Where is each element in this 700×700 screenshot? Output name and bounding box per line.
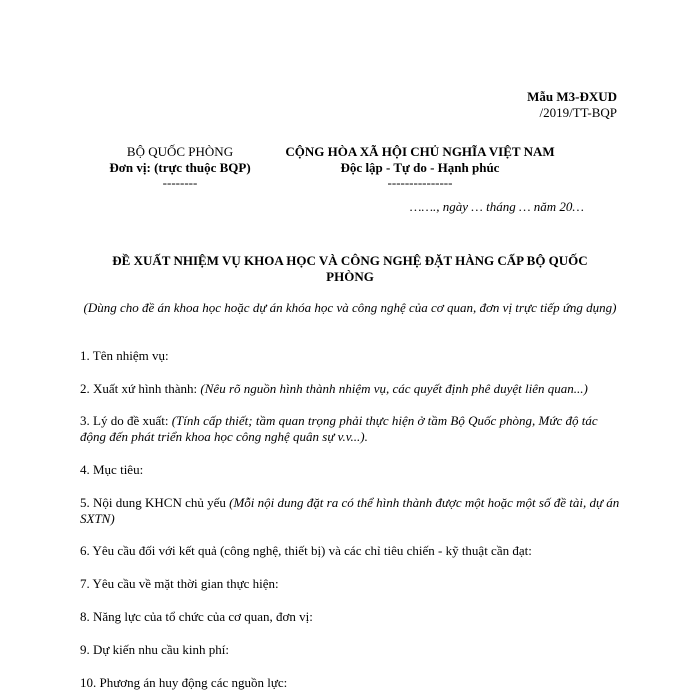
item-hint: (Mỗi nội dung đặt ra có thể hình thành được một hoặc một số đề tài, dự án SXTN) bbox=[80, 495, 620, 526]
list-item bbox=[80, 543, 620, 559]
issuing-authority-block bbox=[100, 144, 260, 190]
item-label: 4. Mục tiêu: bbox=[80, 462, 144, 477]
list-item bbox=[80, 413, 620, 445]
list-item bbox=[80, 609, 620, 625]
list-item bbox=[80, 348, 620, 364]
form-code-block bbox=[527, 89, 617, 121]
list-item bbox=[80, 381, 620, 397]
item-label: 1. Tên nhiệm vụ: bbox=[80, 348, 169, 363]
national-motto-block bbox=[270, 144, 570, 190]
unit-name: Đơn vị: (trực thuộc BQP) bbox=[109, 160, 251, 175]
item-label: 2. Xuất xứ hình thành: bbox=[80, 381, 201, 396]
national-motto: Độc lập - Tự do - Hạnh phúc bbox=[340, 160, 500, 175]
item-label: 9. Dự kiến nhu cầu kinh phí: bbox=[80, 642, 229, 657]
ministry-name: BỘ QUỐC PHÒNG bbox=[126, 144, 234, 159]
list-item bbox=[80, 642, 620, 658]
item-label: 10. Phương án huy động các nguồn lực: bbox=[80, 675, 288, 690]
list-item bbox=[80, 495, 620, 527]
proposal-items-list bbox=[80, 348, 620, 691]
item-label: 7. Yêu cầu về mặt thời gian thực hiện: bbox=[80, 576, 279, 591]
right-separator: --------------- bbox=[387, 175, 453, 190]
item-label: 6. Yêu cầu đối với kết quả (công nghệ, thiết bị) và các chỉ tiêu chiến - kỹ thuật cần đạt: bbox=[80, 543, 532, 558]
list-item bbox=[80, 462, 620, 478]
place-date-line: ……., ngày … tháng … năm 20… bbox=[409, 199, 584, 214]
item-label: 5. Nội dung KHCN chủ yếu bbox=[80, 495, 230, 510]
circular-number: /2019/TT-BQP bbox=[539, 105, 617, 120]
form-code: Mẫu M3-ĐXUD bbox=[527, 89, 617, 104]
document-title: ĐỀ XUẤT NHIỆM VỤ KHOA HỌC VÀ CÔNG NGHỆ ĐẶT HÀNG CẤP BỘ QUỐC PHÒNG bbox=[112, 253, 588, 284]
left-separator: -------- bbox=[162, 175, 198, 190]
list-item bbox=[80, 675, 620, 691]
item-label: 3. Lý do đề xuất: bbox=[80, 413, 172, 428]
item-hint: (Nêu rõ nguồn hình thành nhiệm vụ, các quyết định phê duyệt liên quan...) bbox=[200, 381, 588, 396]
item-label: 8. Năng lực của tổ chức của cơ quan, đơn vị: bbox=[80, 609, 313, 624]
country-name: CỘNG HÒA XÃ HỘI CHỦ NGHĨA VIỆT NAM bbox=[285, 144, 555, 159]
item-hint: (Tính cấp thiết; tầm quan trọng phải thực hiện ở tầm Bộ Quốc phòng, Mức độ tác động đến phát triển khoa học công nghệ quân sự v.v...). bbox=[80, 413, 598, 444]
list-item bbox=[80, 576, 620, 592]
document-subtitle: (Dùng cho đề án khoa học hoặc dự án khóa học và công nghệ của cơ quan, đơn vị trực tiếp ứng dụng) bbox=[83, 300, 617, 315]
